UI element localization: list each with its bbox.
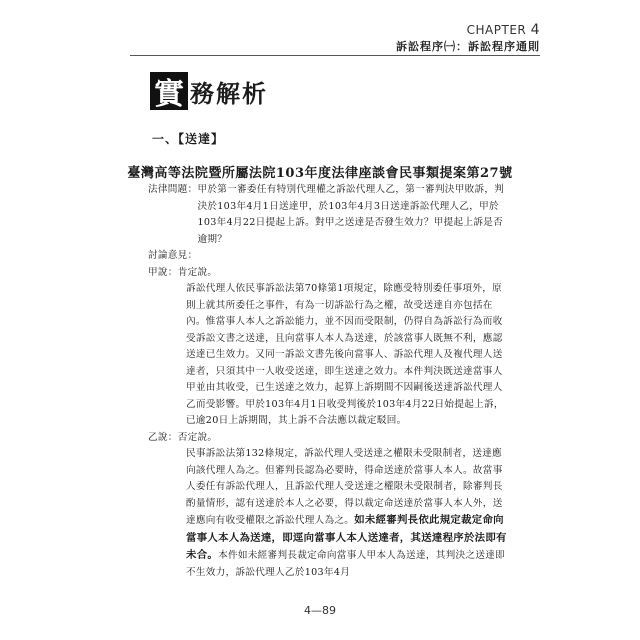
opinion-a-title: 肯定說。 xyxy=(177,266,218,278)
body-text xyxy=(148,182,508,581)
chapter-number: 4 xyxy=(530,22,540,38)
opinion-a-heading xyxy=(148,265,508,282)
running-title: 訴訟程序㈠：訴訟程序通則 xyxy=(396,40,540,53)
chapter-text: CHAPTER xyxy=(466,23,527,37)
question-text: 甲於第一審委任有特別代理權之訴訟代理人乙，第一審判決甲敗訴，判決於103年4月1日送達甲，於103年4月3日送達訴訟代理人乙，甲於103年4月22日提起上訴。對甲之送達是否發生效力？甲提起上訴是否逾期？ xyxy=(197,184,505,245)
opinion-b-plain: 民事訴訟法第132條規定，訴訟代理人受送達之權限未受限制者，送達應向該代理人為之。但審判長認為必要時，得命送達於當事人本人。故當事人委任有訴訟代理人，且訴訟代理人受送達之權限未受限制者，除審判長酌量情形，認有送達於本人之必要，得以裁定命送達於當事人本人外，送達應向有收受權限之訴訟代理人為之。 xyxy=(186,448,503,526)
section-heading-text: 務解析 xyxy=(190,78,268,108)
opinion-b-heading xyxy=(148,430,508,447)
subheading: 一、【送達】 xyxy=(152,132,225,146)
case-title: 臺灣高等法院暨所屬法院103年度法律座談會民事類提案第27號 xyxy=(127,166,513,181)
section-heading-box: 實 xyxy=(150,72,188,110)
discussion-label: 討論意見： xyxy=(148,250,198,261)
opinion-b-tail: 本件如未經審判長裁定命向當事人甲本人為送達，其判決之送達即不生效力，訴訟代理人乙於103年4月 xyxy=(186,550,505,578)
opinion-a-text: 訴訟代理人依民事訴訟法第70條第1項規定，除應受特別委任事項外，原則上就其所委任之事件，有為一切訴訟行為之權，故受送達自亦包括在內。惟當事人本人之訴訟能力，並不因而受限制，仍得自為訴訟行為而收受訴訟文書之送達，且向當事人本人為送達，於該當事人既無不利，應認送達已生效力。又同一訴訟文書先後向當事人、訴訟代理人及複代理人送達者，只須其中一人收受送達，即生送達之效力。本件判決既送達當事人甲並由其收受，已生送達之效力，起算上訴期間不因嗣後送達訴訟代理人乙而受影響。甲於103年4月1日收受判後於103年4月22日始提起上訴，已逾20日上訴期間，其上訴不合法應以裁定駁回。 xyxy=(186,283,504,426)
opinion-b-label: 乙說： xyxy=(148,431,178,443)
page-number: 4—89 xyxy=(304,604,336,617)
chapter-label xyxy=(467,22,540,38)
header-rule xyxy=(130,55,540,56)
opinion-b-title: 否定說。 xyxy=(177,431,218,443)
question-block xyxy=(148,182,508,248)
opinion-b-text xyxy=(148,446,508,581)
opinion-b-emphasis: 如未經審判長依此規定裁定命向當事人本人為送達，即逕向當事人本人送達者，其送達程序於法即有未合。 xyxy=(186,514,507,561)
section-heading xyxy=(150,72,268,110)
question-label: 法律問題： xyxy=(148,184,198,195)
opinion-a-label: 甲說： xyxy=(148,266,178,278)
